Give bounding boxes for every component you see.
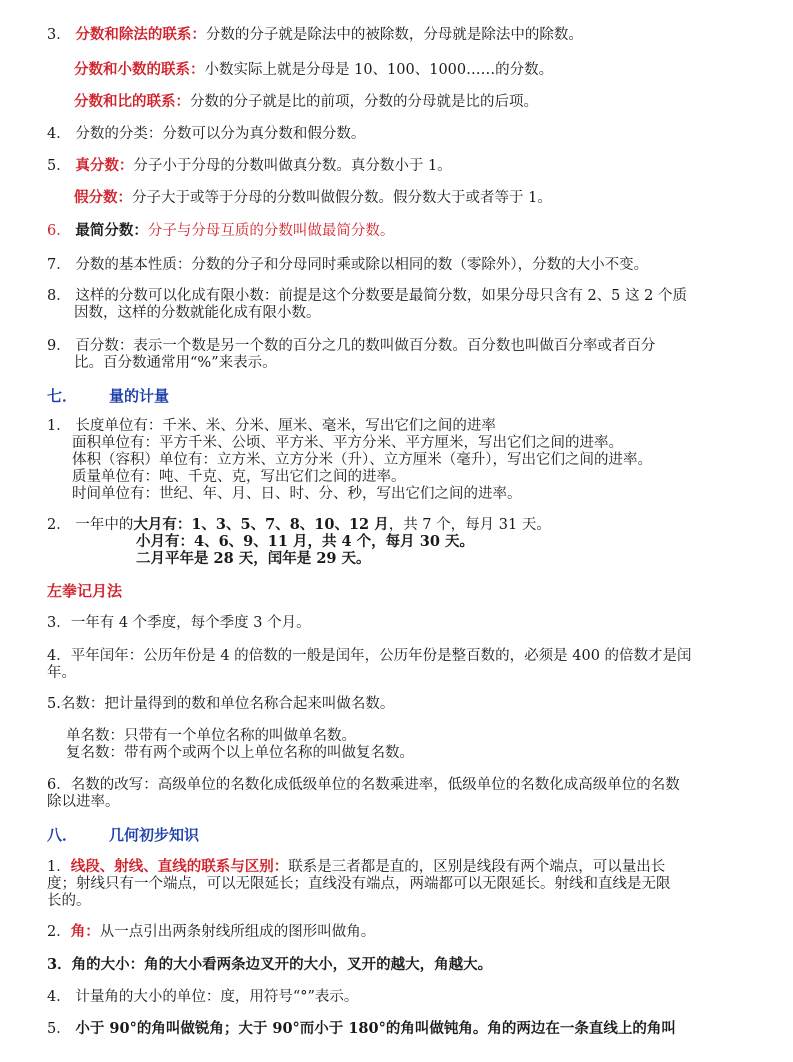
geo-p3: 3．角的大小：角的大小看两条边叉开的大小，叉开的越大，角越大。: [47, 956, 493, 973]
fist-p6: 6．名数的改写：高级单位的名数化成低级单位的名数乘进率，低级单位的名数化成高级单位的名数: [47, 777, 680, 793]
section-7-heading: 七． 量的计量: [47, 387, 170, 405]
months-february: 二月平年是 28 天，闰年是 29 天。: [136, 550, 371, 567]
compound-name-number: 复名数：带有两个或两个以上单位名称的叫做复名数。: [66, 745, 414, 761]
item-9-line2: 比。百分数通常用“%”来表示。: [74, 355, 277, 371]
geo-p1-line2: 度；射线只有一个端点，可以无限延长；直线没有端点，两端都可以无限延长。射线和直线是无限: [47, 876, 671, 892]
fist-method-heading: 左拳记月法: [47, 582, 123, 600]
term-label: 角：: [70, 923, 100, 940]
fist-p3: 3．一年有 4 个季度，每个季度 3 个月。: [47, 615, 311, 631]
geo-p1: 1．线段、射线、直线的联系与区别：联系是三者都是直的，区别是线段有两个端点，可以量出长: [47, 858, 666, 875]
term-label: 分数和比的联系：: [74, 93, 190, 110]
item-fraction-decimal: 分数和小数的联系：小数实际上就是分母是 10、100、1000……的分数。: [74, 61, 554, 78]
units-volume: 体积（容积）单位有：立方米、立方分米（升）、立方厘米（毫升），写出它们之间的进率。: [72, 452, 652, 468]
term-label: 假分数：: [74, 189, 132, 206]
item-7-basic-property: 7． 分数的基本性质：分数的分子和分母同时乘或除以相同的数（零除外），分数的大小不变。: [47, 257, 649, 273]
fist-p4-line2: 年。: [47, 665, 76, 681]
item-6-simplest-fraction: 6． 最简分数：分子与分母互质的分数叫做最简分数。: [47, 222, 395, 239]
term-label: 分数和小数的联系：: [74, 61, 205, 78]
item-fraction-ratio: 分数和比的联系：分数的分子就是比的前项，分数的分母就是比的后项。: [74, 93, 538, 110]
item-4-classification: 4． 分数的分类：分数可以分为真分数和假分数。: [47, 126, 366, 142]
units-area: 面积单位有：平方千米、公顷、平方米、平方分米、平方厘米，写出它们之间的进率。: [72, 435, 623, 451]
fist-p4: 4．平年闰年：公历年份是 4 的倍数的一般是闰年，公历年份是整百数的，必须是 400 的倍数才是闰: [47, 648, 692, 664]
term-label: 线段、射线、直线的联系与区别：: [70, 858, 289, 875]
item-8-line2: 因数，这样的分数就能化成有限小数。: [74, 305, 321, 321]
item-5-proper-fraction: 5． 真分数：分子小于分母的分数叫做真分数。真分数小于 1。: [47, 157, 452, 174]
units-length: 1． 长度单位有：千米、米、分米、厘米、毫米，写出它们之间的进率: [47, 418, 496, 434]
geo-p2: 2．角：从一点引出两条射线所组成的图形叫做角。: [47, 923, 376, 940]
fist-p6-line2: 除以进率。: [47, 794, 120, 810]
months-big: 2． 一年中的大月有：1、3、5、7、8、10、12 月，共 7 个，每月 31 天。: [47, 516, 551, 533]
item-3-fraction-division: 3． 分数和除法的联系：分数的分子就是除法中的被除数，分母就是除法中的除数。: [47, 26, 583, 43]
fist-p5: 5.名数：把计量得到的数和单位名称合起来叫做名数。: [47, 696, 395, 712]
item-9-percentage: 9． 百分数：表示一个数是另一个数的百分之几的数叫做百分数。百分数也叫做百分率或者百分: [47, 338, 656, 354]
section-8-heading: 八． 几何初步知识: [47, 826, 200, 844]
units-mass: 质量单位有：吨、千克、克，写出它们之间的进率。: [72, 469, 406, 485]
item-improper-fraction: 假分数：分子大于或等于分母的分数叫做假分数。假分数大于或者等于 1。: [74, 189, 552, 206]
term-label: 真分数：: [75, 157, 134, 174]
term-label: 分数和除法的联系：: [75, 26, 206, 43]
geo-p1-line3: 长的。: [47, 893, 91, 909]
units-time: 时间单位有：世纪、年、月、日、时、分、秒，写出它们之间的进率。: [72, 486, 522, 502]
geo-p4: 4． 计量角的大小的单位：度，用符号“°”表示。: [47, 989, 359, 1005]
single-name-number: 单名数：只带有一个单位名称的叫做单名数。: [66, 728, 356, 744]
geo-p5: 5． 小于 90°的角叫做锐角；大于 90°而小于 180°的角叫做钝角。角的两边在一条直线上的角叫: [47, 1020, 676, 1037]
item-8-finite-decimal: 8． 这样的分数可以化成有限小数：前提是这个分数要是最简分数，如果分母只含有 2、5 这 2 个质: [47, 288, 687, 304]
term-label: 最简分数：: [75, 222, 148, 239]
months-small: 小月有：4、6、9、11 月，共 4 个，每月 30 天。: [136, 533, 474, 550]
